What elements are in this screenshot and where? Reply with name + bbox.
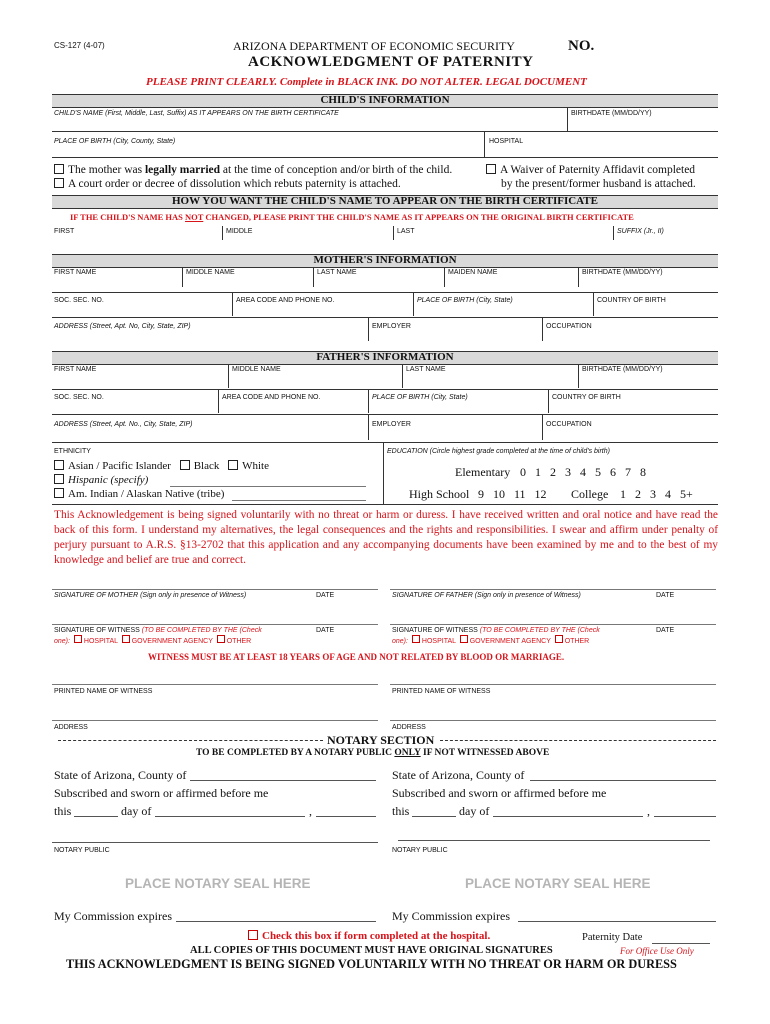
printed-name-label-2: PRINTED NAME OF WITNESS [392,688,491,695]
instruction-line: PLEASE PRINT CLEARLY. Complete in BLACK INK. DO NOT ALTER. LEGAL DOCUMENT [146,76,587,88]
father-signature-label: SIGNATURE OF FATHER (Sign only in presence of Witness) [392,592,581,599]
witness2-hospital-option[interactable]: HOSPITAL [410,638,456,645]
am-indian-option[interactable]: Am. Indian / Alaskan Native (tribe) [54,488,224,501]
father-occupation-label: OCCUPATION [546,421,592,428]
notary1-commission-field[interactable] [176,921,376,922]
notary2-comma: , [647,804,650,818]
ethnicity-row-1 [54,460,269,473]
child-last-label: LAST [397,228,415,235]
witness2-other-checkbox[interactable] [555,635,563,643]
child-place-of-birth-label: PLACE OF BIRTH (City, County, State) [54,138,176,145]
father-birthdate-label: BIRTHDATE (MM/DD/YY) [582,366,663,373]
father-section-title: FATHER'S INFORMATION [316,351,454,363]
mother-maiden-name-label: MAIDEN NAME [448,269,498,276]
form-title: ACKNOWLEDGMENT OF PATERNITY [248,54,534,70]
black-checkbox[interactable] [180,460,190,470]
office-use-label: For Office Use Only [620,946,694,956]
father-employer-label: EMPLOYER [372,421,411,428]
notary1-public-label: NOTARY PUBLIC [54,847,110,854]
affirmation-text: This Acknowledgement is being signed voluntarily with no threat or harm or duress. I have received written and oral notice and have read the back of this form. I understand my alternatives, the legal consequences and the rights and responsibilities. I swear and affirm under penalty of perjury pursuant to A.R.S. §13-2702 that this application and any accompanying documents have been examined by me and to the best of my knowledge and belief are true and correct. [54,509,718,566]
married-checkbox[interactable] [54,164,64,174]
witness1-gov-checkbox[interactable] [122,635,130,643]
notary2-this: this [392,804,410,818]
father-date-label: DATE [656,592,675,599]
witness1-hospital-option[interactable]: HOSPITAL [72,638,118,645]
hospital-completed-checkbox[interactable] [248,930,258,940]
notary-rule-right [440,740,716,741]
court-order-checkbox[interactable] [54,178,64,188]
father-first-name-label: FIRST NAME [54,366,97,373]
notary2-month-field[interactable] [493,816,643,817]
notary2-day-of: day of [459,804,490,818]
waiver-checkbox[interactable] [486,164,496,174]
notary2-county-field[interactable] [530,780,716,781]
witness-address-line-1[interactable] [52,720,378,721]
notary-subtitle: TO BE COMPLETED BY A NOTARY PUBLIC ONLY IF NOT WITNESSED ABOVE [196,748,550,758]
father-country-of-birth-label: COUNTRY OF BIRTH [552,394,621,401]
printed-name-line-2[interactable] [390,684,716,685]
witness2-other-option[interactable]: OTHER [553,638,590,645]
mother-date-label: DATE [316,592,335,599]
mother-birthdate-label: BIRTHDATE (MM/DD/YY) [582,269,663,276]
mother-section-title: MOTHER'S INFORMATION [313,254,457,266]
notary1-state-county: State of Arizona, County of [54,768,187,782]
tribe-line[interactable] [232,500,366,501]
witness-address-line-2[interactable] [390,720,716,721]
hispanic-checkbox[interactable] [54,474,64,484]
education-label: EDUCATION (Circle highest grade completed at the time of child's birth) [387,448,610,455]
witness-address-label-2: ADDRESS [392,724,426,731]
father-address-label: ADDRESS (Street, Apt. No., City, State, ZIP) [54,421,193,428]
notary1-year-field[interactable] [316,816,376,817]
notary2-year-field[interactable] [654,816,716,817]
witness2-date-label: DATE [656,627,675,634]
notary1-county-field[interactable] [190,780,376,781]
waiver-option[interactable]: A Waiver of Paternity Affidavit completed [486,163,695,177]
mother-place-of-birth-label: PLACE OF BIRTH (City, State) [417,297,513,304]
mother-country-of-birth-label: COUNTRY OF BIRTH [597,297,666,304]
mother-ssn-label: SOC. SEC. NO. [54,297,104,304]
printed-name-line-1[interactable] [52,684,378,685]
name-section-title: HOW YOU WANT THE CHILD'S NAME TO APPEAR ON THE BIRTH CERTIFICATE [172,195,598,207]
notary1-signature-line[interactable] [52,842,378,843]
notary2-sworn: Subscribed and sworn or affirmed before me [392,786,607,800]
witness1-gov-option[interactable]: GOVERNMENT AGENCY [120,638,213,645]
notary2-commission-label: My Commission expires [392,909,511,923]
witness-address-label-1: ADDRESS [54,724,88,731]
mother-employer-label: EMPLOYER [372,323,411,330]
high-school-label: High School [409,487,470,501]
copies-notice: ALL COPIES OF THIS DOCUMENT MUST HAVE ORIGINAL SIGNATURES [190,945,553,956]
elementary-label: Elementary [455,465,511,479]
printed-name-label-1: PRINTED NAME OF WITNESS [54,688,153,695]
hospital-check-option[interactable]: Check this box if form completed at the hospital. [248,930,490,942]
hispanic-option[interactable]: Hispanic (specify) [54,474,148,487]
father-signature-line[interactable] [390,589,716,590]
voluntary-notice: THIS ACKNOWLEDGMENT IS BEING SIGNED VOLUNTARILY WITH NO THREAT OR HARM OR DURESS [66,957,677,971]
paternity-date-field[interactable] [652,943,710,944]
notary1-commission-label: My Commission expires [54,909,173,923]
notary1-day-of: day of [121,804,152,818]
name-change-note: IF THE CHILD'S NAME HAS NOT CHANGED, PLEASE PRINT THE CHILD'S NAME AS IT APPEARS ON THE ORIGINAL BIRTH CERTIFICATE [70,212,634,222]
witness1-other-checkbox[interactable] [217,635,225,643]
asian-option[interactable]: Asian / Pacific Islander [54,460,171,472]
mother-signature-line[interactable] [52,589,378,590]
notary-rule-left [58,740,323,741]
child-section-title: CHILD'S INFORMATION [320,94,450,106]
notary1-sworn: Subscribed and sworn or affirmed before me [54,786,269,800]
child-first-label: FIRST [54,228,75,235]
mother-last-name-label: LAST NAME [317,269,357,276]
witness-signature-label-2: SIGNATURE OF WITNESS (TO BE COMPLETED BY THE (Check one): HOSPITAL GOVERNMENT AGENCY OTHER [392,627,600,645]
elementary-grades[interactable]: 0 1 2 3 4 5 6 7 8 [520,465,646,479]
court-order-option[interactable]: A court order or decree of dissolution which rebuts paternity is attached. [54,177,401,191]
notary2-public-label: NOTARY PUBLIC [392,847,448,854]
white-checkbox[interactable] [228,460,238,470]
child-name-label: CHILD'S NAME (First, Middle, Last, Suffix) AS IT APPEARS ON THE BIRTH CERTIFICATE [54,110,339,117]
hispanic-specify-line[interactable] [170,486,366,487]
witness-signature-line-2[interactable] [390,624,716,625]
form-no-label: NO. [568,38,595,54]
married-option[interactable]: The mother was legally married at the time of conception and/or birth of the child. [54,163,452,177]
college-label: College [571,487,609,501]
witness2-hospital-checkbox[interactable] [412,635,420,643]
witness2-gov-checkbox[interactable] [460,635,468,643]
mother-middle-name-label: MIDDLE NAME [186,269,235,276]
asian-checkbox[interactable] [54,460,64,470]
mother-phone-label: AREA CODE AND PHONE NO. [236,297,335,304]
mother-first-name-label: FIRST NAME [54,269,97,276]
notary1-seal-placeholder: PLACE NOTARY SEAL HERE [125,876,311,891]
paternity-date-label: Paternity Date [582,932,643,943]
father-ssn-label: SOC. SEC. NO. [54,394,104,401]
college-grades[interactable]: 1 2 3 4 5+ [620,487,693,501]
mother-address-label: ADDRESS (Street, Apt. No, City, State, ZIP) [54,323,191,330]
notary1-comma: , [309,804,312,818]
notary2-state-county: State of Arizona, County of [392,768,525,782]
witness1-hospital-checkbox[interactable] [74,635,82,643]
father-middle-name-label: MIDDLE NAME [232,366,281,373]
notary2-day-field[interactable] [412,816,456,817]
notary-section-title: NOTARY SECTION [327,733,435,747]
child-suffix-label: SUFFIX (Jr., II) [617,228,664,235]
child-middle-label: MIDDLE [226,228,253,235]
witness1-date-label: DATE [316,627,335,634]
agency-name: ARIZONA DEPARTMENT OF ECONOMIC SECURITY [233,39,515,53]
notary1-month-field[interactable] [155,816,305,817]
witness-rule: WITNESS MUST BE AT LEAST 18 YEARS OF AGE AND NOT RELATED BY BLOOD OR MARRIAGE. [148,652,565,662]
form-number: CS-127 (4-07) [54,41,105,50]
child-birthdate-label: BIRTHDATE (MM/DD/YY) [571,110,652,117]
father-last-name-label: LAST NAME [406,366,446,373]
notary2-commission-field[interactable] [518,921,716,922]
witness1-other-option[interactable]: OTHER [215,638,252,645]
witness-signature-label-1: SIGNATURE OF WITNESS (TO BE COMPLETED BY THE (Check one): HOSPITAL GOVERNMENT AGENCY OTHER [54,627,262,645]
mother-occupation-label: OCCUPATION [546,323,592,330]
notary1-day-field[interactable] [74,816,118,817]
notary2-seal-placeholder: PLACE NOTARY SEAL HERE [465,876,651,891]
notary1-this: this [54,804,72,818]
witness-signature-line-1[interactable] [52,624,378,625]
notary2-signature-line[interactable] [398,840,710,841]
child-hospital-label: HOSPITAL [489,138,524,145]
witness2-gov-option[interactable]: GOVERNMENT AGENCY [458,638,551,645]
ethnicity-label: ETHNICITY [54,448,91,455]
high-school-grades[interactable]: 9 10 11 12 [478,487,547,501]
father-place-of-birth-label: PLACE OF BIRTH (City, State) [372,394,468,401]
white-option[interactable]: White [228,460,269,472]
father-phone-label: AREA CODE AND PHONE NO. [222,394,321,401]
waiver-line-2: by the present/former husband is attached. [501,178,696,190]
black-option[interactable]: Black [180,460,220,472]
am-indian-checkbox[interactable] [54,488,64,498]
mother-signature-label: SIGNATURE OF MOTHER (Sign only in presence of Witness) [54,592,247,599]
